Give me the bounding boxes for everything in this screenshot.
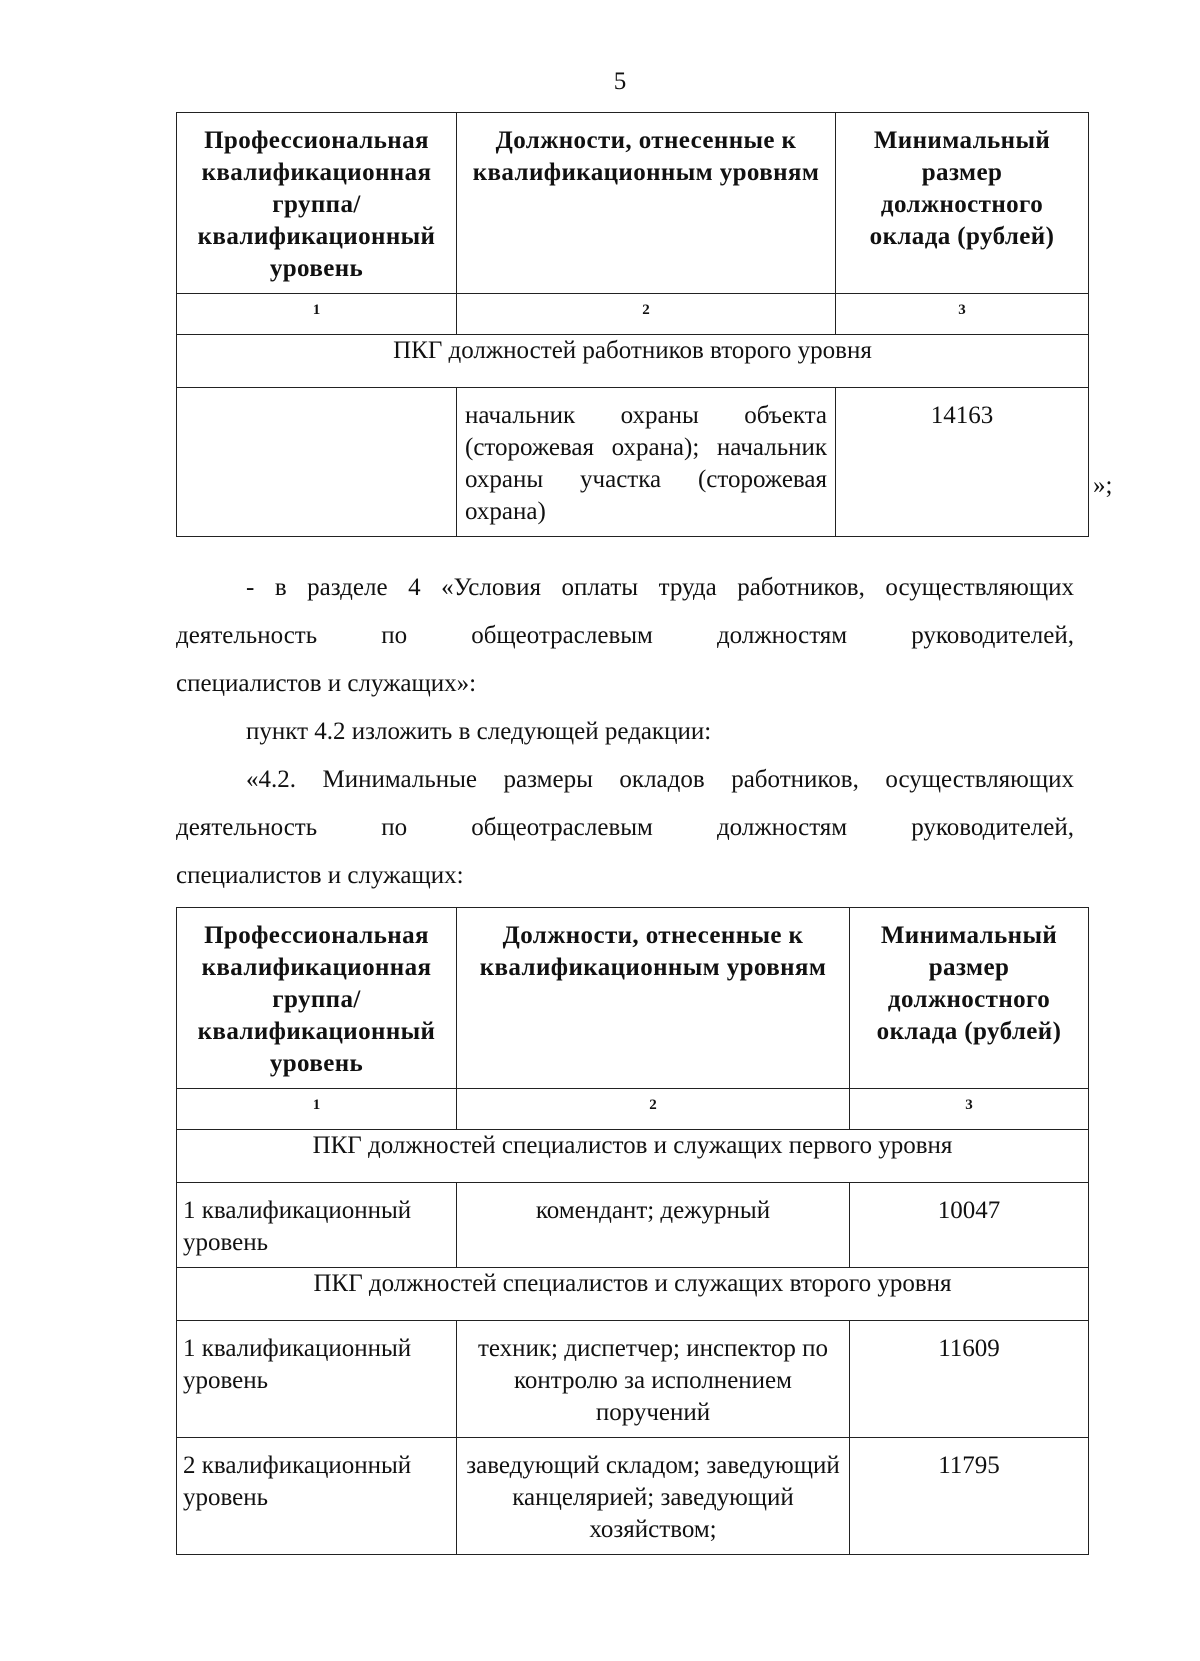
positions-cell: начальник охраны объекта (сторожевая охрана); начальник охраны участка (сторожевая охрана) <box>457 388 836 537</box>
level-cell <box>177 388 457 537</box>
salary-cell: 11609 <box>850 1321 1089 1438</box>
table-header-row <box>177 908 1089 1089</box>
group-row <box>177 1268 1089 1321</box>
col-number-1: 1 <box>177 1089 457 1130</box>
paragraph-line: деятельность по общеотраслевым должностям руководителей, <box>176 622 1074 649</box>
table-number-row <box>177 294 1089 335</box>
positions-cell: техник; диспетчер; инспектор по контролю за исполнением поручений <box>457 1321 850 1438</box>
col-number-1: 1 <box>177 294 457 335</box>
page-number: 5 <box>613 68 627 95</box>
group-title: ПКГ должностей работников второго уровня <box>177 335 1089 388</box>
header-pkg: Профессиональная квалификационная группа/ квалификационный уровень <box>177 908 457 1089</box>
header-pkg: Профессиональная квалификационная группа/ квалификационный уровень <box>177 113 457 294</box>
col-number-3: 3 <box>850 1089 1089 1130</box>
header-positions: Должности, отнесенные к квалификационным уровням <box>457 908 850 1089</box>
paragraph-line: - в разделе 4 «Условия оплаты труда работников, осуществляющих <box>246 574 1074 601</box>
col-number-2: 2 <box>457 1089 850 1130</box>
table-row <box>177 1183 1089 1268</box>
closing-quote: »; <box>1093 472 1113 499</box>
paragraph-line: специалистов и служащих: <box>176 862 464 889</box>
col-number-3: 3 <box>836 294 1089 335</box>
group-title: ПКГ должностей специалистов и служащих первого уровня <box>177 1130 1089 1183</box>
salary-cell: 14163 <box>836 388 1089 537</box>
paragraph-line: пункт 4.2 изложить в следующей редакции: <box>246 718 712 745</box>
paragraph-line: деятельность по общеотраслевым должностям руководителей, <box>176 814 1074 841</box>
table-row <box>177 1321 1089 1438</box>
level-cell: 1 квалификационный уровень <box>177 1321 457 1438</box>
table-header-row <box>177 113 1089 294</box>
paragraph-line: «4.2. Минимальные размеры окладов работников, осуществляющих <box>246 766 1074 793</box>
group-row <box>177 335 1089 388</box>
salary-cell: 11795 <box>850 1438 1089 1555</box>
table-specialists-employees <box>176 907 1089 1555</box>
table-row <box>177 1438 1089 1555</box>
col-number-2: 2 <box>457 294 836 335</box>
header-salary: Минимальный размер должностного оклада (рублей) <box>836 113 1089 294</box>
table-number-row <box>177 1089 1089 1130</box>
group-row <box>177 1130 1089 1183</box>
level-cell: 2 квалификационный уровень <box>177 1438 457 1555</box>
group-title: ПКГ должностей специалистов и служащих второго уровня <box>177 1268 1089 1321</box>
level-cell: 1 квалификационный уровень <box>177 1183 457 1268</box>
positions-cell: комендант; дежурный <box>457 1183 850 1268</box>
salary-cell: 10047 <box>850 1183 1089 1268</box>
positions-cell: заведующий складом; заведующий канцелярией; заведующий хозяйством; <box>457 1438 850 1555</box>
table-second-level-workers <box>176 112 1089 537</box>
header-positions: Должности, отнесенные к квалификационным уровням <box>457 113 836 294</box>
paragraph-line: специалистов и служащих»: <box>176 670 477 697</box>
header-salary: Минимальный размер должностного оклада (рублей) <box>850 908 1089 1089</box>
table-row <box>177 388 1089 537</box>
